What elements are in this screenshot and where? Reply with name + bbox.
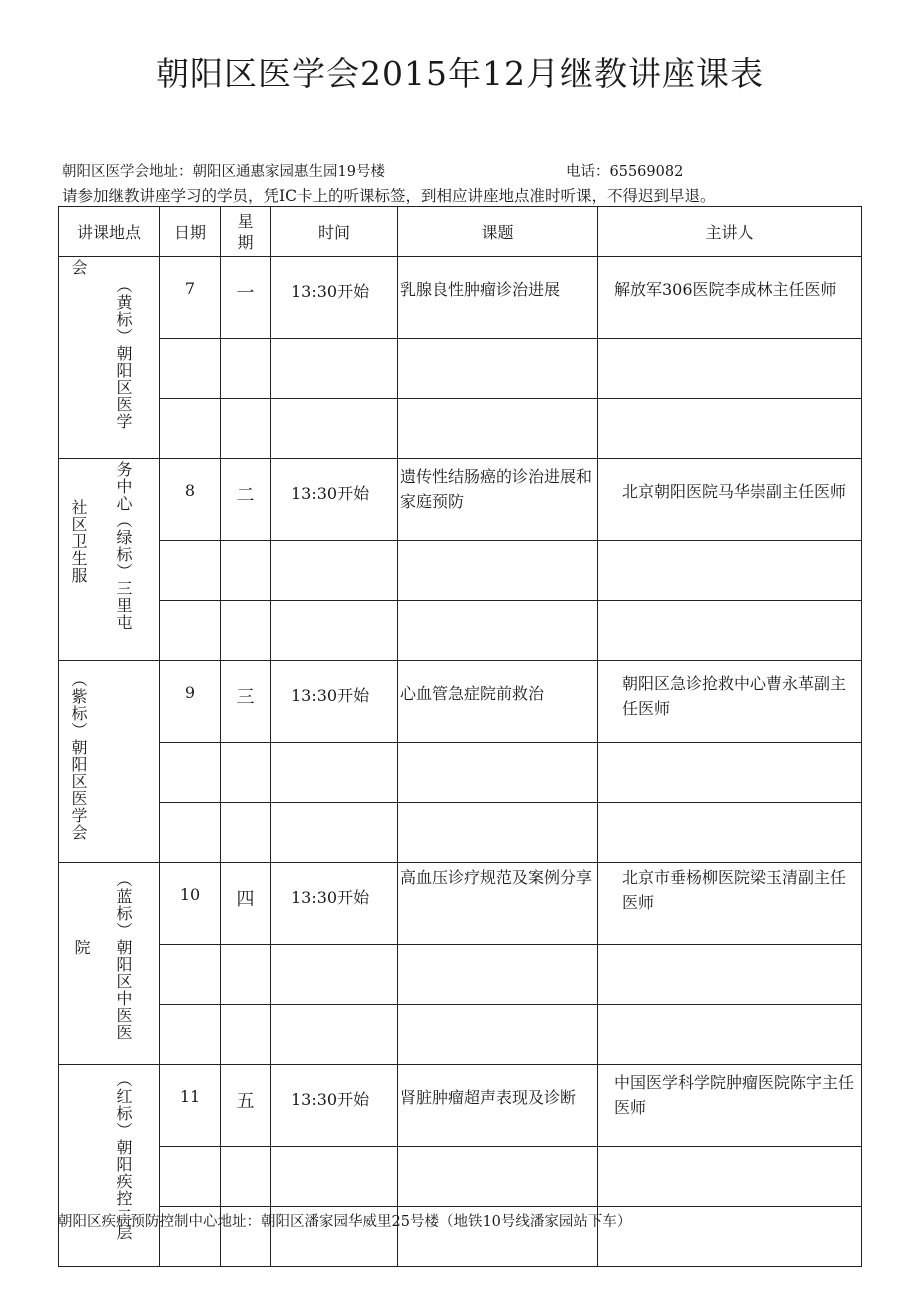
header-time: 时间 [271, 207, 398, 257]
time-cell: 13:30开始 [271, 257, 398, 339]
table-row [59, 863, 862, 945]
page-title: 朝阳区医学会2015年12月继教讲座课表 [156, 54, 764, 93]
speaker-cell: 中国医学科学院肿瘤医院陈宇主任医师 [598, 1065, 862, 1147]
location-text-b: 务中心（绿标）三里屯 [114, 461, 133, 631]
date-cell: 10 [160, 863, 221, 945]
location-text-b: （蓝标）朝阳区中医医 [114, 871, 133, 1041]
location-text-b: （红标）朝阳疾控二层 [114, 1071, 133, 1241]
date-cell: 11 [160, 1065, 221, 1147]
weekday-cell: 二 [221, 459, 271, 541]
header-location: 讲课地点 [59, 207, 160, 257]
weekday-cell: 一 [221, 257, 271, 339]
speaker-cell: 解放军306医院李成林主任医师 [598, 257, 862, 339]
weekday-cell: 三 [221, 661, 271, 743]
speaker-cell: 朝阳区急诊抢救中心曹永革副主任医师 [598, 661, 862, 743]
header-topic: 课题 [398, 207, 598, 257]
topic-cell: 心血管急症院前救治 [398, 661, 598, 743]
empty-row [59, 803, 862, 863]
empty-row [59, 1005, 862, 1065]
schedule-table [58, 206, 862, 1267]
location-text-a: 社区卫生服 [69, 499, 88, 584]
table-row [59, 459, 862, 541]
location-cell [59, 459, 160, 661]
speaker-cell: 北京市垂杨柳医院梁玉清副主任医师 [598, 863, 862, 945]
header-date: 日期 [160, 207, 221, 257]
header-weekday [221, 207, 271, 257]
location-cell [59, 1065, 160, 1267]
location-cell [59, 661, 160, 863]
weekday-cell: 五 [221, 1065, 271, 1147]
table-row [59, 1065, 862, 1147]
header-speaker: 主讲人 [598, 207, 862, 257]
header-row [59, 207, 862, 257]
location-text-a: （紫标）朝阳区医学会 [69, 671, 88, 841]
location-cell [59, 257, 160, 459]
empty-row [59, 601, 862, 661]
notice-text: 请参加继教讲座学习的学员，凭IC卡上的听课标签，到相应讲座地点准时听课，不得迟到早退。 [62, 187, 716, 205]
table-row [59, 257, 862, 339]
weekday-cell: 四 [221, 863, 271, 945]
location-text-b: （黄标）朝阳区医学 [114, 277, 133, 430]
empty-row [59, 743, 862, 803]
location-cell [59, 863, 160, 1065]
empty-row [59, 541, 862, 601]
header-weekday-text: 星 期 [237, 211, 254, 252]
topic-cell: 乳腺良性肿瘤诊治进展 [398, 257, 598, 339]
location-text-a: 院 [72, 939, 91, 956]
date-cell: 8 [160, 459, 221, 541]
phone-line: 电话：65569082 [566, 164, 684, 180]
time-cell: 13:30开始 [271, 459, 398, 541]
topic-cell: 高血压诊疗规范及案例分享 [398, 863, 598, 945]
date-cell: 9 [160, 661, 221, 743]
empty-row [59, 399, 862, 459]
topic-cell: 肾脏肿瘤超声表现及诊断 [398, 1065, 598, 1147]
table-row [59, 661, 862, 743]
date-cell: 7 [160, 257, 221, 339]
speaker-cell: 北京朝阳医院马华崇副主任医师 [598, 459, 862, 541]
location-text-a: 会 [69, 259, 88, 276]
address-line: 朝阳区医学会地址：朝阳区通惠家园惠生园19号楼 [62, 164, 385, 180]
empty-row [59, 945, 862, 1005]
time-cell: 13:30开始 [271, 1065, 398, 1147]
empty-row [59, 1147, 862, 1207]
time-cell: 13:30开始 [271, 661, 398, 743]
footer-address: 朝阳区疾病预防控制中心地址：朝阳区潘家园华威里25号楼（地铁10号线潘家园站下车） [58, 1214, 632, 1230]
empty-row [59, 339, 862, 399]
time-cell: 13:30开始 [271, 863, 398, 945]
topic-cell: 遗传性结肠癌的诊治进展和家庭预防 [398, 459, 598, 541]
